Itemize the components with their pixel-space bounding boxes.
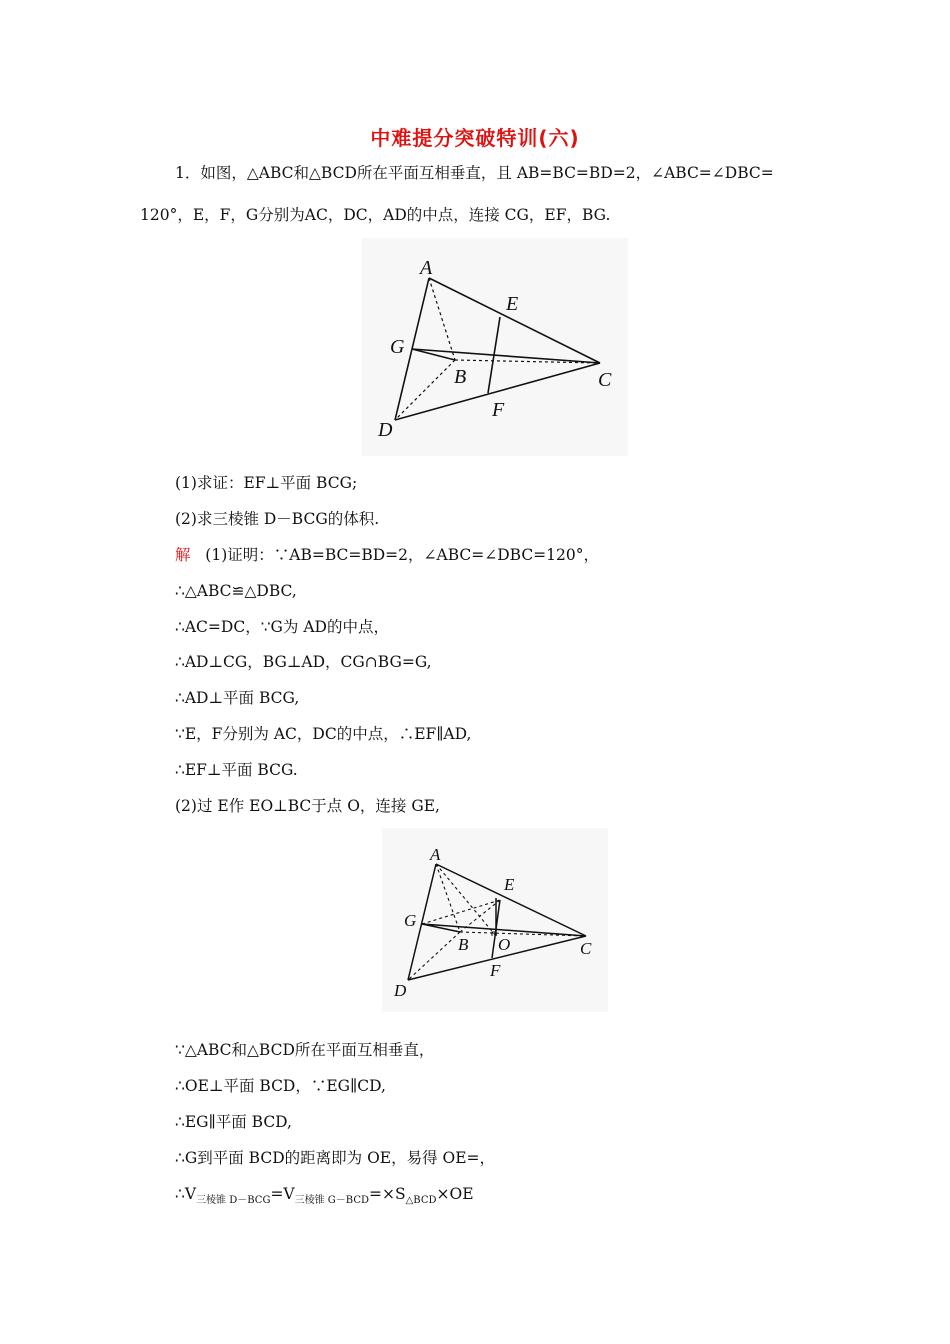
label-E: E — [504, 875, 515, 894]
figure-2 — [382, 828, 608, 1012]
label-D: D — [394, 981, 407, 1000]
label-B: B — [454, 366, 467, 388]
label-G: G — [404, 911, 417, 930]
solution-line-5: ∴AD⊥平面 BCG, — [175, 689, 300, 707]
figure-1 — [362, 238, 628, 456]
volume-end: ×OE — [436, 1185, 474, 1203]
page-title: 中难提分突破特训(六) — [370, 126, 580, 150]
edge-GE-hidden — [422, 900, 500, 924]
problem-line-1: 1．如图，△ABC和△BCD所在平面互相垂直，且 AB=BC=BD=2，∠ABC=∠DBC= — [175, 164, 774, 182]
label-G: G — [390, 336, 405, 358]
solution-text-1: (1)证明：∵AB=BC=BD=2，∠ABC=∠DBC=120°， — [205, 546, 599, 564]
label-D: D — [378, 419, 393, 441]
label-F: F — [490, 961, 501, 980]
volume-subscript-1: 三棱锥 D－BCG — [196, 1195, 271, 1207]
volume-mid: =V — [270, 1185, 295, 1203]
label-C: C — [580, 939, 592, 958]
edge-BD-hidden — [408, 932, 460, 980]
volume-rest: =×S — [369, 1185, 406, 1203]
question-2: (2)求三棱锥 D－BCG的体积. — [175, 510, 380, 528]
edge-BE-hidden — [460, 900, 500, 932]
solution-line-3: ∴AC=DC，∵G为 AD的中点， — [175, 618, 389, 636]
label-O: O — [498, 935, 511, 954]
label-E: E — [506, 293, 519, 315]
solution-line-7: ∴EF⊥平面 BCG. — [175, 761, 298, 779]
solution-line-11: ∴EG∥平面 BCD, — [175, 1113, 292, 1131]
solution-line-6: ∵E，F分别为 AC，DC的中点，∴EF∥AD, — [175, 725, 472, 743]
solution-line-9: ∵△ABC和△BCD所在平面互相垂直， — [175, 1041, 435, 1059]
solution-line-10: ∴OE⊥平面 BCD，∵EG∥CD, — [175, 1077, 386, 1095]
solution-line-12: ∴G到平面 BCD的距离即为 OE，易得 OE=， — [175, 1149, 496, 1167]
solution-line-2: ∴△ABC≌△DBC, — [175, 582, 297, 600]
label-A: A — [430, 845, 441, 864]
label-B: B — [458, 935, 469, 954]
solution-marker: 解 — [175, 546, 191, 564]
label-F: F — [492, 399, 505, 421]
volume-prefix: ∴V — [175, 1185, 197, 1203]
solution-line-1 — [175, 544, 599, 566]
label-C: C — [598, 369, 612, 391]
label-A: A — [420, 257, 433, 279]
volume-subscript-2: 三棱锥 G－BCD — [294, 1195, 369, 1207]
solution-line-4: ∴AD⊥CG，BG⊥AD，CG∩BG=G, — [175, 653, 432, 671]
question-1: (1)求证：EF⊥平面 BCG; — [175, 474, 358, 492]
solution-line-8: (2)过 E作 EO⊥BC于点 O，连接 GE, — [175, 797, 440, 815]
area-subscript: △BCD — [405, 1195, 437, 1207]
figure-2-diagram — [382, 828, 608, 1012]
problem-line-2: 120°，E，F，G分别为AC，DC，AD的中点，连接 CG，EF，BG. — [140, 206, 611, 224]
edge-AC — [429, 278, 600, 363]
figure-1-diagram — [362, 238, 628, 456]
edge-AB-hidden — [429, 278, 455, 360]
solution-line-13 — [175, 1183, 474, 1212]
